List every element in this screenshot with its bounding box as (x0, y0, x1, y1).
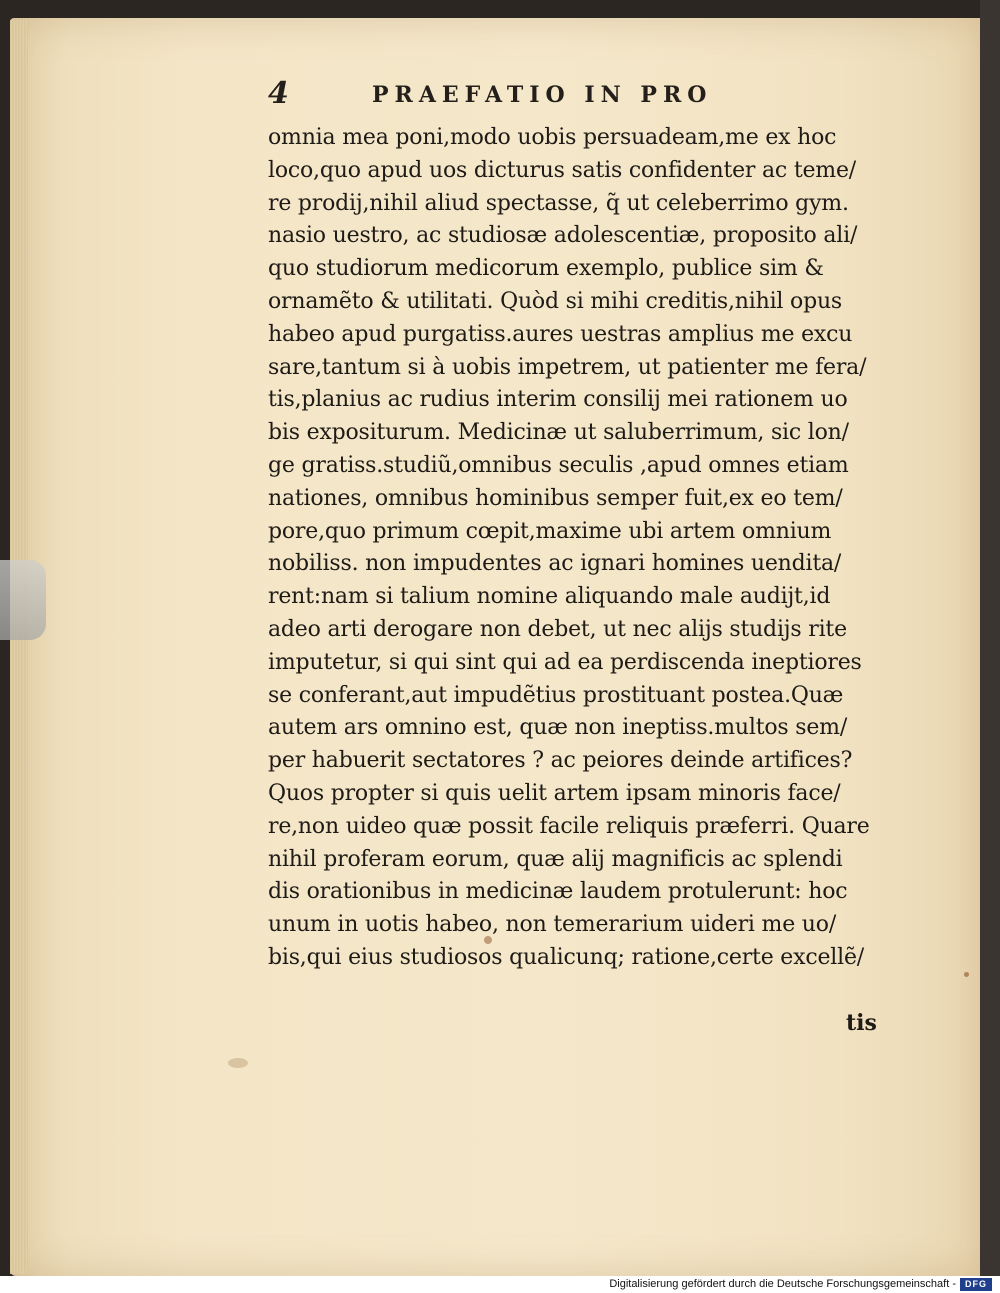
text-line: rent:nam si talium nomine aliquando male audijt,id (268, 584, 831, 610)
text-line: habeo apud purgatiss.aures uestras amplius me excu (268, 321, 853, 347)
text-line: tis,planius ac rudius interim consilij mei rationem uo (268, 387, 848, 413)
text-line: bis expositurum. Medicinæ ut saluberrimum, sic lon/ (268, 420, 849, 446)
digitization-credit: Digitalisierung gefördert durch die Deutsche Forschungsgemeinschaft - (609, 1278, 956, 1290)
page-stack-edge (10, 20, 28, 1274)
text-line: Quos propter si quis uelit artem ipsam minoris face/ (268, 780, 841, 806)
text-line: unum in uotis habeo, non temerarium uideri me uo/ (268, 912, 837, 938)
text-line: adeo arti derogare non debet, ut nec alijs studijs rite (268, 616, 847, 642)
text-line: omnia mea poni,modo uobis persuadeam,me ex hoc (268, 125, 837, 150)
text-line: ge gratiss.studiũ,omnibus seculis ,apud omnes etiam (268, 452, 849, 478)
text-line: se conferant,aut impudẽtius prostituant postea.Quæ (268, 682, 844, 708)
text-line: loco,quo apud uos dicturus satis confidenter ac teme/ (268, 157, 856, 183)
text-line: sare,tantum si à uobis impetrem, ut patienter me fera/ (268, 354, 867, 380)
dfg-logo: DFG (960, 1278, 992, 1291)
text-line: nobiliss. non impudentes ac ignari homines uendita/ (268, 551, 842, 577)
scan-border (980, 0, 1000, 1293)
page-number: 4 (268, 76, 289, 111)
text-line: dis orationibus in medicinæ laudem protulerunt: hoc (268, 879, 848, 905)
body-text (268, 122, 888, 975)
text-line: bis,qui eius studiosos qualicunq; ratione,certe excellẽ/ (268, 944, 864, 970)
text-line: imputetur, si qui sint qui ad ea perdiscenda ineptiores (268, 649, 862, 675)
text-line: autem ars omnino est, quæ non ineptiss.multos sem/ (268, 715, 848, 741)
text-line: per habuerit sectatores ? ac peiores deinde artifices? (268, 748, 853, 774)
running-head: PRAEFATIO IN PRO (372, 82, 713, 108)
digitization-credit-bar (0, 1276, 1000, 1293)
paper-stain (228, 1058, 248, 1068)
text-line: re prodij,nihil aliud spectasse, q̃ ut celeberrimo gym. (268, 190, 849, 216)
text-line: nationes, omnibus hominibus semper fuit,ex eo tem/ (268, 485, 843, 511)
page-clip (0, 560, 46, 640)
text-line: nihil proferam eorum, quæ alij magnificis ac splendi (268, 846, 843, 872)
paper-stain (964, 972, 969, 977)
catchword: tis (846, 1010, 877, 1036)
text-line: re,non uideo quæ possit facile reliquis præferri. Quare (268, 813, 870, 839)
text-line: ornamẽto & utilitati. Quòd si mihi creditis,nihil opus (268, 288, 843, 314)
text-line: pore,quo primum cœpit,maxime ubi artem omnium (268, 518, 832, 544)
text-line: quo studiorum medicorum exemplo, publice sim & (268, 256, 824, 282)
text-line: nasio uestro, ac studiosæ adolescentiæ, proposito ali/ (268, 223, 858, 249)
page-header (268, 76, 768, 116)
